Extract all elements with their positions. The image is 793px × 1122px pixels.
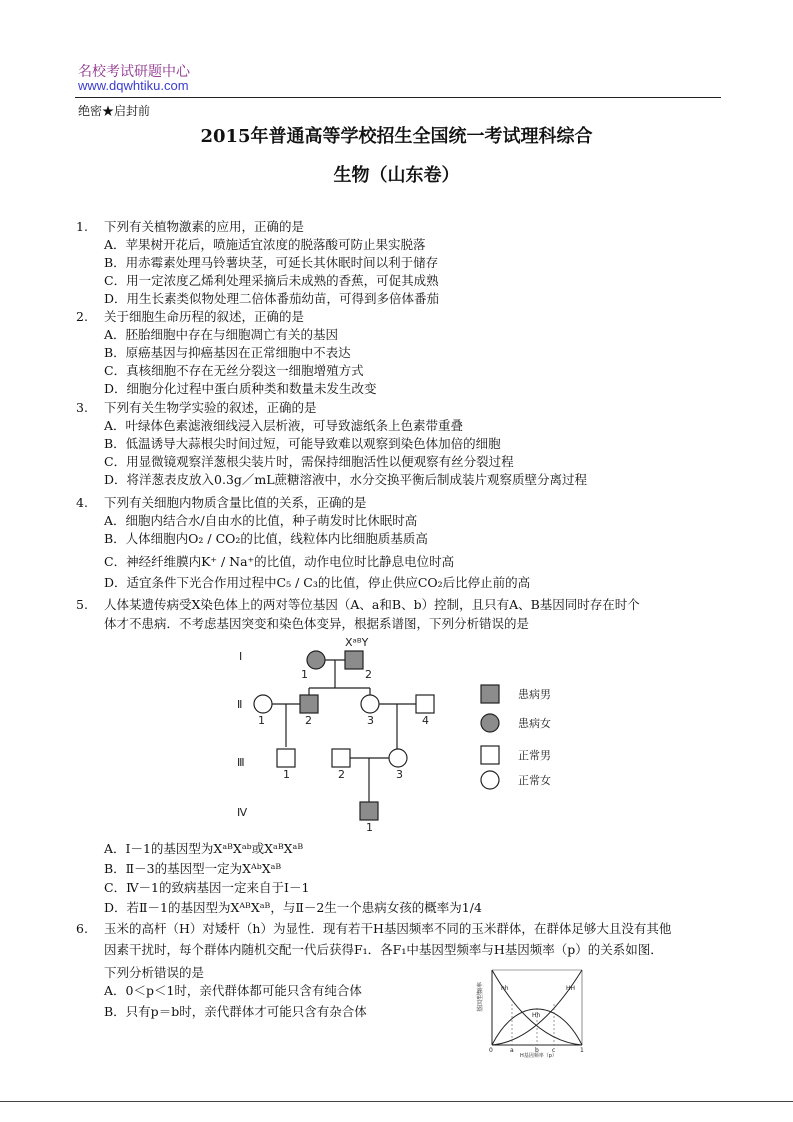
legend-label: 正常女 xyxy=(518,774,551,787)
option-d: D．若Ⅱ－1的基因型为XᴬᴮXᵃᴮ，与Ⅱ－2生一个患病女孩的概率为1/4 xyxy=(104,900,482,915)
option-d: D．适宜条件下光合作用过程中C₅ / C₃的比值，停止供应CO₂后比停止前的高 xyxy=(104,575,531,590)
normal-female-iii-3 xyxy=(389,749,407,767)
gen-label-iii: Ⅲ xyxy=(237,756,245,769)
ind-num: 2 xyxy=(365,668,372,681)
ind-num: 1 xyxy=(301,668,308,681)
question-number: 3. xyxy=(76,400,88,415)
question-stem: 下列有关生物学实验的叙述，正确的是 xyxy=(104,400,317,415)
question-stem-line3: 下列分析错误的是 xyxy=(104,965,205,980)
option-a: A．胚胎细胞中存在与细胞凋亡有关的基因 xyxy=(104,327,339,342)
affected-male-ii-2 xyxy=(300,695,318,713)
normal-female-ii-1 xyxy=(254,695,272,713)
brand-url[interactable]: www.dqwhtiku.com xyxy=(78,78,189,93)
option-b: B．人体细胞内O₂ / CO₂的比值，线粒体内比细胞质基质高 xyxy=(104,531,428,546)
ind-num: 3 xyxy=(396,768,403,781)
question-number: 6. xyxy=(76,921,88,936)
curve-label-Hh: Hh xyxy=(532,1012,541,1019)
option-a: A．细胞内结合水/自由水的比值，种子萌发时比休眠时高 xyxy=(104,513,418,528)
legend-normal-male-icon xyxy=(481,746,499,764)
option-c: C．真核细胞不存在无丝分裂这一细胞增殖方式 xyxy=(104,363,364,378)
ind-num: 1 xyxy=(258,714,265,727)
question-stem: 玉米的高杆（H）对矮杆（h）为显性．现有若干H基因频率不同的玉米群体，在群体足够大且没有其他 xyxy=(104,921,672,936)
option-c: C．用显微镜观察洋葱根尖装片时，需保持细胞活性以便观察有丝分裂过程 xyxy=(104,454,514,469)
genotype-frequency-graph xyxy=(466,962,588,1058)
question-number: 5. xyxy=(76,597,88,612)
legend-label: 正常男 xyxy=(518,749,551,762)
legend-affected-male-icon xyxy=(481,685,499,703)
tick-label: 0 xyxy=(489,1047,493,1054)
option-a: A．Ⅰ－1的基因型为XᵃᴮXᵃᵇ或XᵃᴮXᵃᴮ xyxy=(104,841,304,856)
genotype-annotation: XᵃᴮY xyxy=(345,636,369,649)
option-c: C．神经纤维膜内K⁺ / Na⁺的比值，动作电位时比静息电位时高 xyxy=(104,554,455,569)
question-stem-line2: 体才不患病．不考虑基因突变和染色体变异，根据系谱图，下列分析错误的是 xyxy=(104,616,530,631)
question-stem: 人体某遗传病受X染色体上的两对等位基因（A、a和B、b）控制，且只有A、B基因同时存在时个 xyxy=(104,597,640,612)
legend-label: 患病女 xyxy=(518,717,551,730)
normal-male-iii-2 xyxy=(332,749,350,767)
ind-num: 2 xyxy=(305,714,312,727)
option-d: D．细胞分化过程中蛋白质种类和数量未发生改变 xyxy=(104,381,377,396)
gen-label-i: Ⅰ xyxy=(239,650,243,663)
normal-male-iii-1 xyxy=(277,749,295,767)
curve-label-HH: HH xyxy=(566,985,576,992)
ind-num: 1 xyxy=(283,768,290,781)
page-subtitle: 生物（山东卷） xyxy=(333,165,460,186)
option-a: A．0＜p＜1时，亲代群体都可能只含有纯合体 xyxy=(104,983,362,998)
legend-affected-female-icon xyxy=(481,714,499,732)
legend-normal-female-icon xyxy=(481,771,499,789)
pedigree-chart xyxy=(225,632,585,837)
header-divider xyxy=(75,97,721,98)
tick-label: a xyxy=(510,1047,514,1054)
page-title: 2015年普通高等学校招生全国统一考试理科综合 xyxy=(200,126,593,147)
option-b: B．低温诱导大蒜根尖时间过短，可能导致难以观察到染色体加倍的细胞 xyxy=(104,436,501,451)
option-b: B．用赤霉素处理马铃薯块茎，可延长其休眠时间以利于储存 xyxy=(104,255,439,270)
option-a: A．苹果树开花后，喷施适宜浓度的脱落酸可防止果实脱落 xyxy=(104,237,426,252)
affected-female-i-1 xyxy=(307,651,325,669)
ind-num: 3 xyxy=(367,714,374,727)
brand-name: 名校考试研题中心 xyxy=(78,64,190,80)
question-stem: 下列有关植物激素的应用，正确的是 xyxy=(104,219,305,234)
question-stem: 关于细胞生命历程的叙述，正确的是 xyxy=(104,309,305,324)
option-b: B．只有p＝b时，亲代群体才可能只含有杂合体 xyxy=(104,1004,367,1019)
gen-label-iv: Ⅳ xyxy=(237,806,248,819)
option-b: B．Ⅱ－3的基因型一定为XᴬᵇXᵃᴮ xyxy=(104,861,282,876)
question-stem-line2: 因素干扰时，每个群体内随机交配一代后获得F₁．各F₁中基因型频率与H基因频率（p）的关系如图． xyxy=(104,942,663,957)
graph-ylabel: 基因型频率 xyxy=(477,981,484,1012)
curve-label-hh: hh xyxy=(501,985,509,992)
tick-label: 1 xyxy=(580,1047,584,1054)
affected-male-i-2 xyxy=(345,651,363,669)
question-number: 2. xyxy=(76,309,88,324)
tick-label: b xyxy=(535,1047,539,1054)
secret-mark: 绝密★启封前 xyxy=(78,104,151,118)
footer-divider xyxy=(0,1101,793,1102)
legend-label: 患病男 xyxy=(518,688,551,701)
tick-label: c xyxy=(552,1047,556,1054)
question-number: 4. xyxy=(76,495,88,510)
normal-male-ii-4 xyxy=(416,695,434,713)
ind-num: 2 xyxy=(338,768,345,781)
question-number: 1. xyxy=(76,219,88,234)
option-d: D．用生长素类似物处理二倍体番茄幼苗，可得到多倍体番茄 xyxy=(104,291,440,306)
option-a: A．叶绿体色素滤液细线浸入层析液，可导致滤纸条上色素带重叠 xyxy=(104,418,464,433)
ind-num: 4 xyxy=(422,714,429,727)
graph-xlabel: H基因频率（p） xyxy=(520,1053,557,1058)
option-b: B．原癌基因与抑癌基因在正常细胞中不表达 xyxy=(104,345,351,360)
option-c: C．用一定浓度乙烯利处理采摘后未成熟的香蕉，可促其成熟 xyxy=(104,273,439,288)
normal-female-ii-3 xyxy=(361,695,379,713)
affected-male-iv-1 xyxy=(360,802,378,820)
question-stem: 下列有关细胞内物质含量比值的关系，正确的是 xyxy=(104,495,367,510)
ind-num: 1 xyxy=(366,821,373,834)
option-d: D．将洋葱表皮放入0.3g／mL蔗糖溶液中，水分交换平衡后制成装片观察质壁分离过程 xyxy=(104,472,588,487)
option-c: C．Ⅳ－1的致病基因一定来自于Ⅰ－1 xyxy=(104,880,310,895)
gen-label-ii: Ⅱ xyxy=(237,698,243,711)
